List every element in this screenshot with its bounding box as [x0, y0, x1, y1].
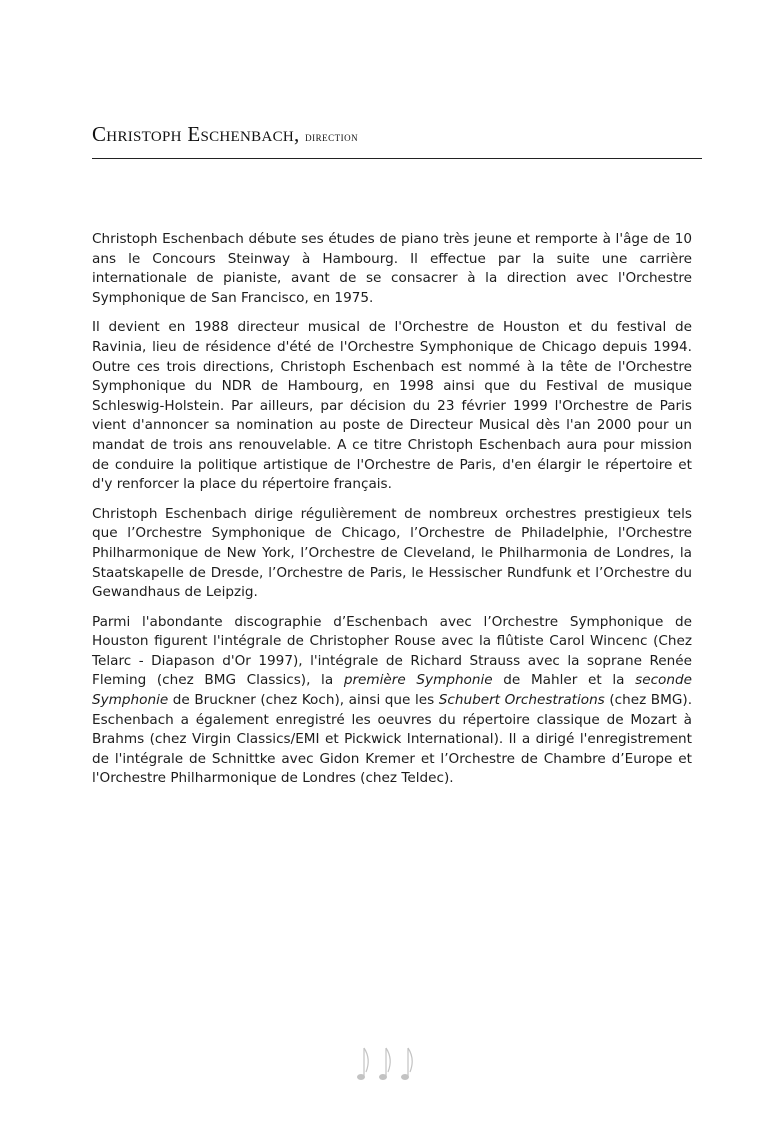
paragraph-4-italic-2: seconde Symphonie	[92, 672, 692, 709]
conductor-name: Christoph Eschenbach,	[92, 122, 300, 146]
paragraph-4-text-1: Parmi l'abondante discographie d’Eschenbach avec l’Orchestre Symphonique de Houston figurent l'intégrale de Christopher Rouse avec la flûtiste Carol Wincenc (Chez Telarc - Diapason d'Or 1997), l'intégrale de Richard Strauss avec la soprane Renée Fleming (chez BMG Classics), la	[92, 613, 692, 689]
conductor-role: direction	[305, 129, 359, 144]
page-header	[92, 118, 702, 159]
paragraph-4-italic-1: première Symphonie	[343, 672, 493, 689]
page-title	[92, 122, 358, 147]
music-notes-icon	[352, 1040, 432, 1090]
paragraph-4-text-4: (chez BMG). Eschenbach a également enregistré les oeuvres du répertoire classique de Mozart à Brahms (chez Virgin Classics/EMI et Pickwick International). Il a dirigé l'enregistrement de l'intégrale de Schnittke avec Gidon Kremer et l’Orchestre de Chambre d’Europe et l'Orchestre Philharmonique de Londres (chez Teldec).	[92, 692, 693, 787]
paragraph-1: Christoph Eschenbach débute ses études de piano très jeune et remporte à l'âge de 10 ans le Concours Steinway à Hambourg. Il effectue par la suite une carrière internationale de pianiste, avant de se consacrer à la direction avec l'Orchestre Symphonique de San Francisco, en 1975.	[92, 231, 692, 306]
paragraph-3: Christoph Eschenbach dirige régulièrement de nombreux orchestres prestigieux tels que l’Orchestre Symphonique de Chicago, l’Orchestre de Philadelphie, l'Orchestre Philharmonique de New York, l’Orchestre de Cleveland, le Philharmonia de Londres, la Staatskapelle de Dresde, l’Orchestre de Paris, le Hessischer Rundfunk et l’Orchestre du Gewandhaus de Leipzig.	[92, 505, 692, 601]
paragraph-2: Il devient en 1988 directeur musical de l'Orchestre de Houston et du festival de Ravinia, lieu de résidence d'été de l'Orchestre Symphonique de Chicago depuis 1994. Outre ces trois directions, Christoph Eschenbach est nommé à la tête de l'Orchestre Symphonique du NDR de Hambourg, en 1998 ainsi que du Festival de musique Schleswig-Holstein. Par ailleurs, par décision du 23 février 1999 l'Orchestre de Paris vient d'annoncer sa nomination au poste de Directeur Musical dès l'an 2000 pour un mandat de trois ans renouvelable. A ce titre Christoph Eschenbach aura pour mission de conduire la politique artistique de l'Orchestre de Paris, d'en élargir le répertoire et d'y renforcer la place du répertoire français.	[92, 319, 692, 493]
paragraph-4-italic-3: Schubert Orchestrations	[438, 692, 605, 709]
paragraph-4	[92, 613, 692, 789]
paragraph-4-text-3: de Bruckner (chez Koch), ainsi que les	[168, 692, 439, 709]
paragraph-4-text-2: de Mahler et la	[492, 672, 636, 689]
biography-text	[92, 230, 692, 799]
